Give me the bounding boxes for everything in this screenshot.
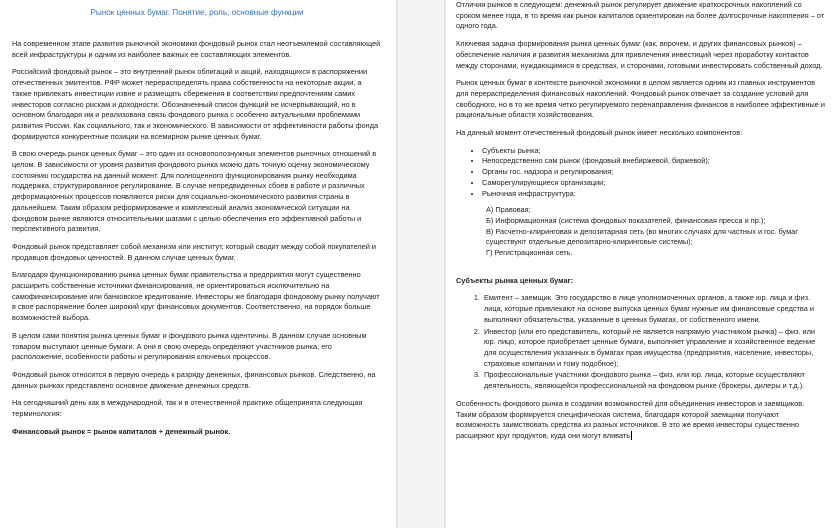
paragraph: Благодаря функционированию рынка ценных бумаг правительства и предприятия могут существенно расширить собственные источники финансирования, не ориентироваться исключительно на самофинансирование или банковское кредитование. Инвесторы же благодаря фондовому рынку получают в свое распоряжение более широкий круг финансовых документов. Соответственно, на порядок больше возможностей выбора. xyxy=(12,270,380,323)
paragraph: На данный момент отечественный фондовый рынок имеет несколько компонентов: xyxy=(456,128,743,138)
closing-paragraph: Особенность фондового рынка в создании возможностей для объединения инвесторов и заемщиков. Таким образом формируется специфическая система, благодаря которой заемщики получают возможность заимствовать средства из разных источников. В это же время инвесторы существенно расширяют круг продуктов, куда они могут вливать xyxy=(456,398,805,440)
components-list xyxy=(456,146,825,200)
paragraph: В целом сами понятия рынка ценных бумаг и фондового рынка идентичны. В данном случае основным товаром выступают ценные бумаги. А они в свою очередь определяют участников рынка, его расположение, особенности работы и регулирования ключевых процессов. xyxy=(12,330,367,362)
list-item: • Органы гос. надзора и регулирования; xyxy=(482,167,825,178)
document-page-left[interactable] xyxy=(0,0,396,528)
formula-line: Финансовый рынок = рынок капиталов + денежный рынок. xyxy=(12,426,231,436)
list-item: 2. Инвестор (или его представитель, который не является напрямую участником рынка) – физ. или юр. лицо, которое приобретает ценные бумаги, выполняет управление и хозяйственное ведение для осуществления указанных в бумагах прав имущества (предприятия, население, инвесторы, страховые компании и тому подобное); xyxy=(482,327,825,370)
document-page-right[interactable] xyxy=(446,0,833,528)
text-cursor xyxy=(631,431,632,440)
paragraph: Фондовый рынок представляет собой механизм или институт, который сводит между собой покупателей и продавцов фондовых ценностей. В данном случае ценных бумаг. xyxy=(12,241,377,262)
list-item: Г) Регистрационная сеть. xyxy=(486,248,573,258)
list-item: А) Правовая; xyxy=(486,205,531,215)
page-shadow-left xyxy=(396,0,398,528)
list-item: В) Расчетно-клиринговая и депозитарная сеть (во многих случаях для частных и гос. бумаг существуют отдельные депозитарно-клиринговые системы); xyxy=(486,226,798,247)
paragraph: Отличия рынков в следующем: денежный рынок регулирует движение краткосрочных накоплений со сроком менее года, в то время как рынок капиталов ориентирован на более долгосрочные накопления – от одного года. xyxy=(456,0,825,31)
subjects-list xyxy=(456,293,825,391)
list-item: 1. Емитент – заемщик. Это государство в лице уполномоченных органов, а также юр. лица и физ. лица, которые привлекают на основе выпуска ценных бумаг нужные им финансовые средства и выполняют обязательства, указанные в ценных бумагах, от собственного имени. xyxy=(482,293,825,325)
paragraph: Ключевая задача формирования рынка ценных бумаг (как, впрочем, и других финансовых рынков) – обеспечение наличия и развития механизма для привлечения инвестиций через проработку контактов между сторонами, нуждающимися в средствах, и сторонами, готовыми инвестировать собственный доход. xyxy=(456,39,823,70)
paragraph: Рынок ценных бумаг в контексте рыночной экономики в целом является одним из главных инструментов для перераспределения финансовых накоплений. Фондовый рынок отвечает за создание условий для свободного, но в то же время четко регулируемого перенаправления финансов в наиболее эффективные и рациональные области хозяйствования. xyxy=(456,78,826,120)
list-item: • Саморегулирующиеся организации; xyxy=(482,178,825,189)
paragraph: В свою очередь рынок ценных бумаг – это один из основополознужных элементов рыночных отношений в целом. В зависимости от уровня развития фондового рынка можно дать точную оценку экономическому состоянию государства на данный момент. Для полноценного функционирования рынку необходима поддержка, структурированное регулирование. В случае непредвиденных сбоев в работе и различных деформационных процессов появляются риски для социально-экономического развития страны в дальнейшем. Таким образом реформирование и комплексный анализ экономической ситуации на фондовом рынке являются относительными шагами с целью обеспечения его эффективной работы и перспективного развития. xyxy=(12,149,377,234)
list-item: Б) Информационная (система фондовых показателей, финансовая пресса и пр.); xyxy=(486,215,766,225)
paragraph: На сегодняшний день как в международной, так и в отечественной практике общепринята следующая терминология: xyxy=(12,398,363,419)
document-title: Рынок ценных бумаг. Понятие, роль, основные функции xyxy=(90,8,304,17)
paragraph: Российский фондовый рынок – это внутренний рынок облигаций и акций, находящихся в распоряжении отечественных эмитентов. РФР может перераспределять права собственности на некоторые акции, а также привлекать инвестиции извне и размещать сбережения в соответствии предпочтениям самих инвесторов согласно рискам и доходности. Обозначенный список функций не исчерпывающий, но в основном благодаря им и реализована связь фондового рынка с особенно актуальными проблемами развития России. Как социального, так и экономического. В зависимости от эффективности работы фонда формируются конкурентные позиции на всемирном рынке ценных бумаг. xyxy=(12,67,379,141)
list-item: • Рыночная инфраструктура: xyxy=(482,189,825,200)
list-item: • Субъекты рынка; xyxy=(482,146,825,157)
list-item: • Непосредственно сам рынок (фондовый внебиржевой, биржевой); xyxy=(482,156,825,167)
list-item: 3. Профессиональные участники фондового рынка – физ. или юр. лица, которые осуществляют деятельность, являющейся профессиональной на фондовом рынке (брокеры, дилеры и т.д.). xyxy=(482,370,825,391)
subjects-heading: Субъекты рынка ценных бумаг: xyxy=(456,275,574,285)
infrastructure-list xyxy=(456,205,825,259)
page-gap xyxy=(396,0,446,528)
paragraph: Фондовый рынок относится в первую очередь к разряду денежных, финансовых рынков. Следственно, на данных рынках представлено основное движение денежных средств. xyxy=(12,369,376,390)
paragraph: На современном этапе развития рыночной экономики фондовый рынок стал неотъемлемой составляющей всей инфраструктуры и одним из наиболее важных ее составляющих элементов. xyxy=(12,39,381,59)
paragraph-with-cursor[interactable] xyxy=(456,399,825,442)
